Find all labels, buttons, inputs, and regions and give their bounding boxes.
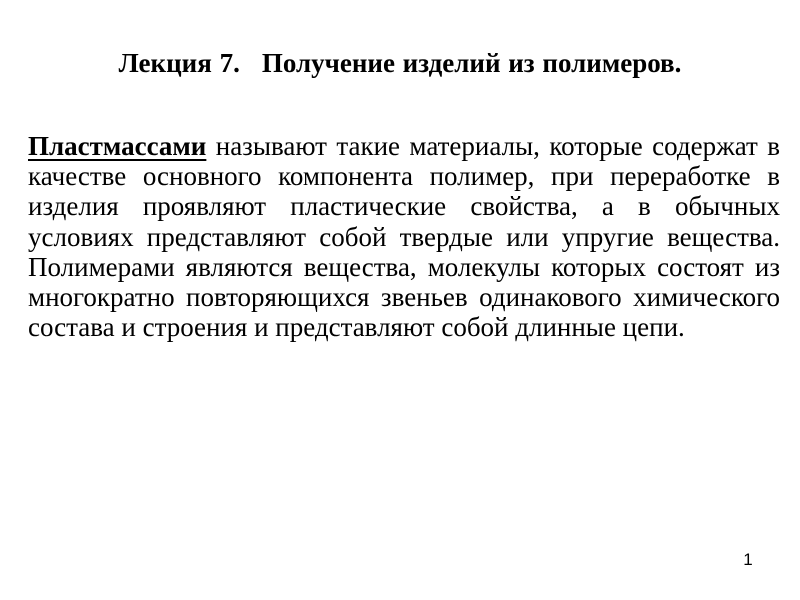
slide-title bbox=[0, 46, 800, 80]
page-number: 1 bbox=[743, 550, 753, 569]
defined-term: Пластмассами bbox=[28, 131, 207, 161]
lecture-number: Лекция 7. bbox=[118, 48, 240, 78]
lecture-topic: Получение изделий из полимеров. bbox=[261, 48, 682, 78]
definition-paragraph bbox=[28, 131, 780, 342]
definition-text: называют такие материалы, которые содержат в качестве основного компонента полимер, при переработке в изделия проявляют пластические свойства, а в обычных условиях представляют собой твердые или упругие вещества. Полимерами являются вещества, молекулы которых состоят из многократно повторяющихся звеньев одинакового химического состава и строения и представляют собой длинные цепи. bbox=[28, 131, 780, 343]
